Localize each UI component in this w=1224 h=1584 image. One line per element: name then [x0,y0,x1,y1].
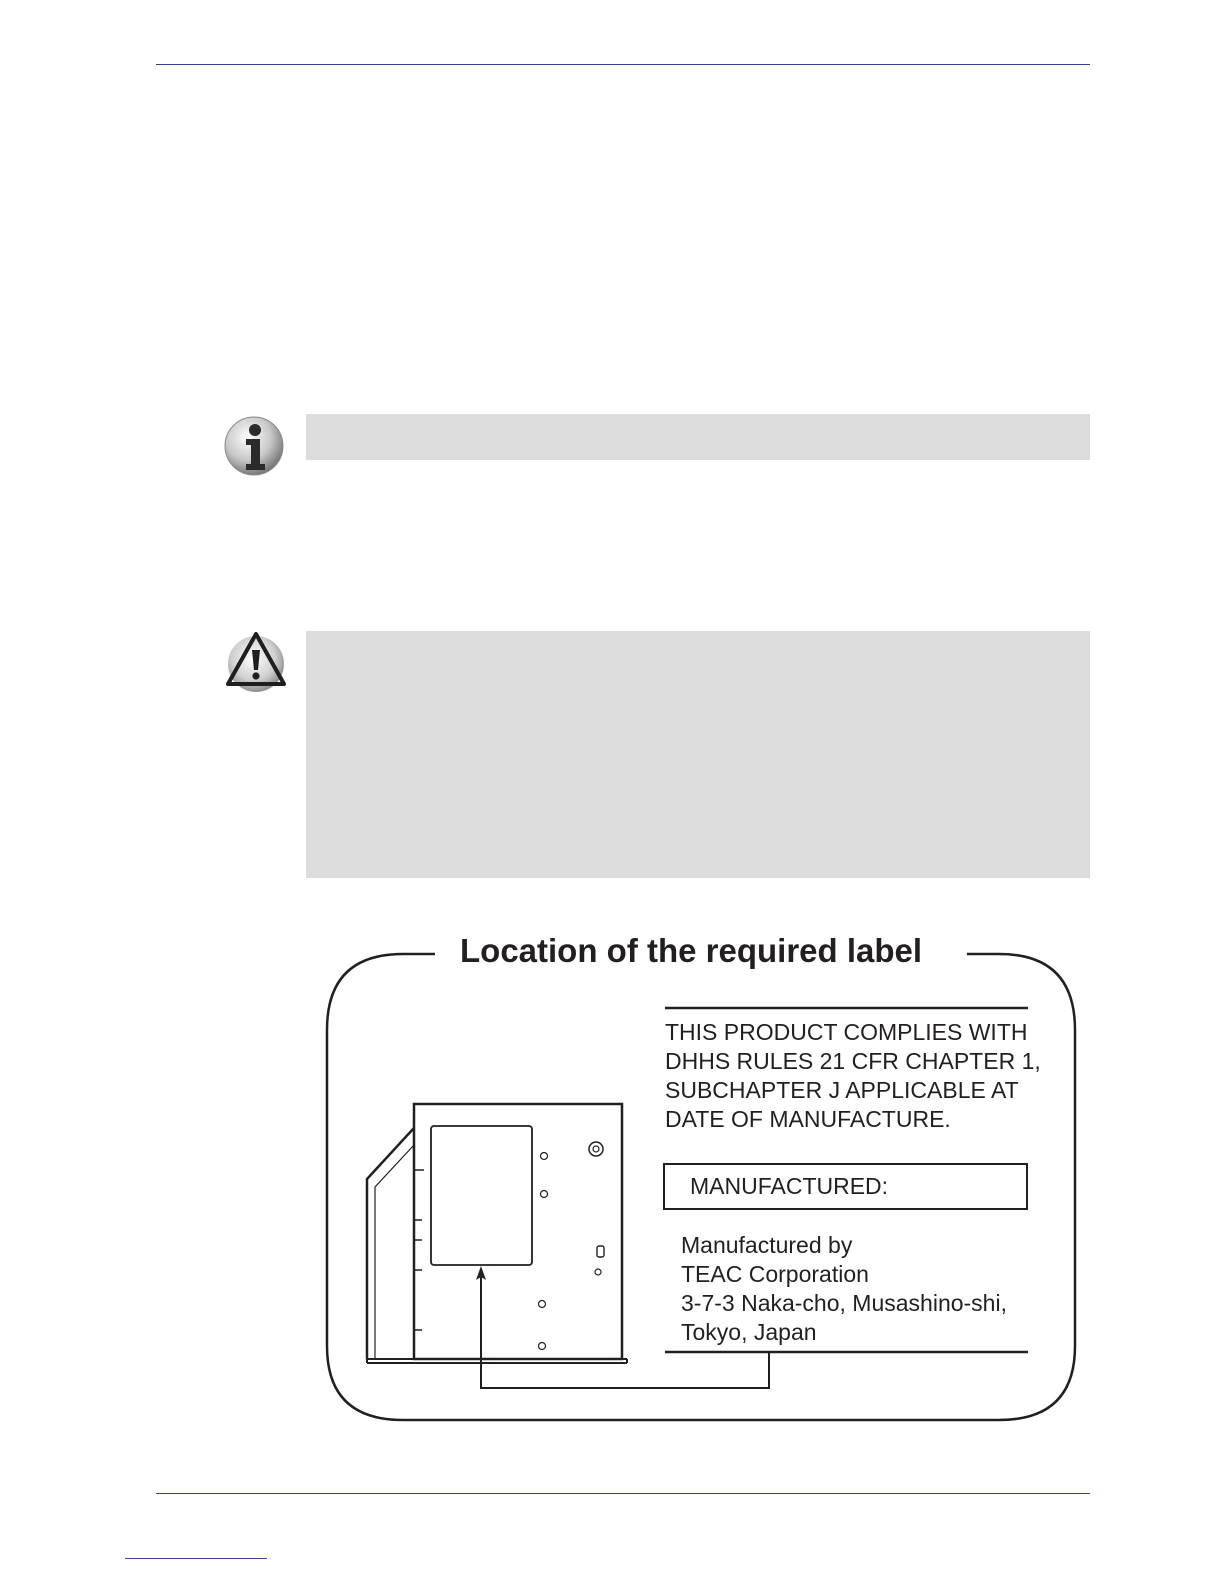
compliance-line: SUBCHAPTER J APPLICABLE AT [665,1077,1019,1103]
optical-drive-drawing [367,1104,627,1363]
manufacturer-line: TEAC Corporation [681,1261,869,1287]
compliance-line: DATE OF MANUFACTURE. [665,1106,951,1132]
info-icon [222,414,286,478]
footer-rule [156,1493,1090,1494]
footer-link-underline [125,1558,267,1559]
warning-icon [224,630,288,694]
caution-box [306,631,1090,878]
compliance-line: DHHS RULES 21 CFR CHAPTER 1, [665,1048,1041,1074]
compliance-line: THIS PRODUCT COMPLIES WITH [665,1019,1028,1045]
manufactured-box [663,1163,1028,1210]
note-box [306,414,1090,460]
figure-title: Location of the required label [460,932,923,969]
manufactured-label: MANUFACTURED: [690,1173,889,1199]
manufacturer-line: Manufactured by [681,1232,853,1258]
manufacturer-line: Tokyo, Japan [681,1319,817,1345]
header-rule [156,64,1090,65]
manufacturer-line: 3-7-3 Naka-cho, Musashino-shi, [681,1290,1007,1316]
